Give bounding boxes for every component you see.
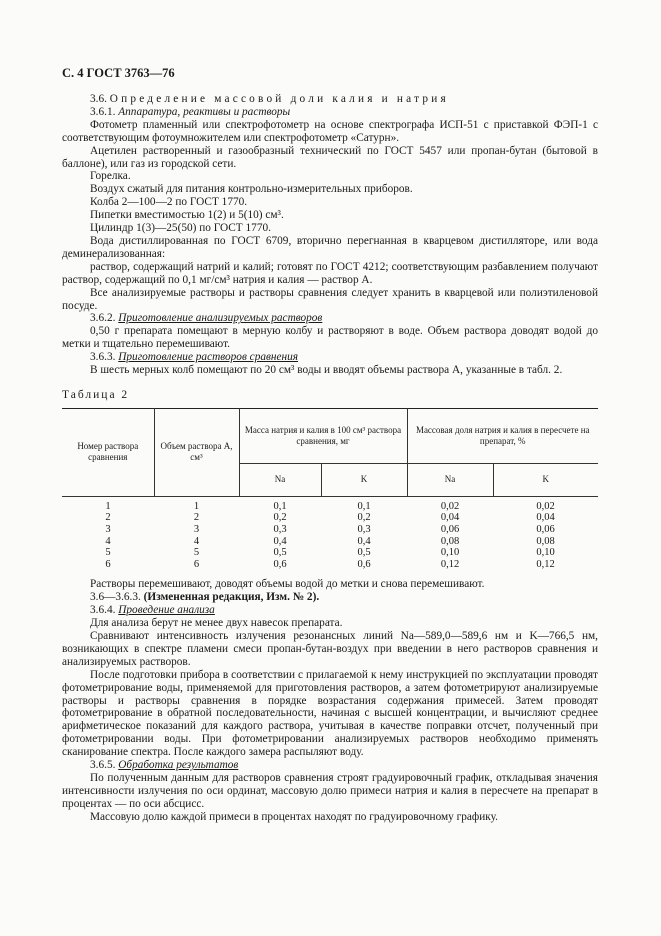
subsection-title: Приготовление растворов сравнения: [118, 351, 299, 364]
table-cell: 0,08: [536, 535, 555, 547]
table-row: [62, 547, 598, 559]
paragraph: В шесть мерных колб помещают по 20 см³ воды и вводят объемы раствора А, указанные в табл. 2.: [90, 364, 563, 377]
paragraph: Для анализа берут не менее двух навесок препарата.: [90, 617, 343, 630]
table-row: [62, 536, 598, 548]
table-cell: 0,1: [273, 500, 287, 512]
subsection-heading: [62, 312, 598, 325]
table-body: [62, 496, 598, 570]
table-cell: 0,2: [357, 512, 371, 524]
table-cell: 5: [105, 547, 111, 559]
table-cell: 1: [193, 500, 200, 512]
subsection-heading: [62, 604, 598, 617]
table-cell: 6: [105, 558, 111, 570]
table-cell: 0,6: [273, 558, 287, 570]
header-na: Na: [239, 463, 321, 496]
header-volume: Объем раствора А, см³: [154, 408, 239, 496]
table-cell: 2: [193, 512, 200, 524]
table-cell: 0,12: [440, 558, 460, 570]
table-cell: 6: [193, 558, 200, 570]
paragraph: Пипетки вместимостью 1(2) и 5(10) см³.: [90, 209, 284, 222]
table-row: [62, 496, 598, 512]
amendment-note: [62, 591, 598, 604]
subsection-title: Аппаратура, реактивы и растворы: [118, 105, 291, 118]
subsection-heading: [62, 106, 598, 119]
section-title: Определение массовой доли калия и натрия: [109, 93, 449, 105]
header-mass-fraction: Массовая доля натрия и калия в пересчете на препарат, %: [407, 408, 598, 463]
paragraph: Воздух сжатый для питания контрольно-измерительных приборов.: [90, 183, 413, 196]
paragraph: После подготовки прибора в соответствии с прилагаемой к нему инструкцией по эксплуатации проводят фотометрирование воды, применяемой для приготовления растворов, а затем фотометрируют анализируемые растворы и растворы сравнения в порядке возрастания содержания примесей. Затем проводят фотометрирование в обратной последовательности, начиная с высшей концентрации, и вычисляют среднее арифметическое показаний для каждого раствора, учитывая в качестве поправки отсчет, полученный при фотометрировании воды. При фотометрировании анализируемых растворов необходимо применять сканирование спектра. После каждого замера распыляют воду.: [62, 668, 598, 759]
table-cell: 2: [105, 512, 111, 524]
table-cell: 0,5: [273, 547, 287, 559]
table-cell: 0,06: [536, 524, 555, 536]
page-header: С. 4 ГОСТ 3763—76: [62, 66, 175, 80]
subsection-heading: [62, 759, 598, 772]
header-solution-number: Номер раствора сравнения: [62, 408, 154, 496]
document-body: [62, 93, 598, 824]
paragraph: Цилиндр 1(3)—25(50) по ГОСТ 1770.: [90, 222, 271, 235]
table-cell: 0,4: [273, 535, 287, 547]
table-cell: 0,4: [357, 535, 371, 547]
table-cell: 0,02: [536, 500, 555, 512]
paragraph: Горелка.: [90, 170, 131, 183]
table-cell: 5: [193, 547, 200, 559]
section-heading: [62, 93, 598, 106]
paragraph: Все анализируемые растворы и растворы сравнения следует хранить в кварцевой или полиэтиленовой посуде.: [62, 286, 598, 312]
table-row: [62, 559, 598, 571]
subsection-title: Приготовление анализируемых растворов: [118, 312, 323, 325]
amendment-text: (Измененная редакция, Изм. № 2).: [143, 591, 320, 604]
amendment-ref: 3.6—3.6.3.: [90, 591, 141, 604]
subsection-title: Обработка результатов: [118, 759, 239, 772]
table-cell: 0,04: [536, 512, 555, 524]
table-cell: 3: [105, 524, 111, 536]
table-cell: 3: [193, 524, 200, 536]
table-row: [62, 512, 598, 524]
paragraph: Вода дистиллированная по ГОСТ 6709, вторично перегнанная в кварцевом дистилляторе, или вода деминерализованная:: [62, 234, 598, 260]
subsection-number: 3.6.2.: [90, 312, 116, 325]
subsection-number: 3.6.3.: [90, 351, 116, 364]
table-cell: 0,1: [357, 500, 371, 512]
subsection-number: 3.6.1.: [90, 105, 116, 118]
table-cell: 0,06: [440, 524, 460, 536]
table-cell: 1: [105, 500, 111, 512]
paragraph: Ацетилен растворенный и газообразный технический по ГОСТ 5457 или пропан-бутан (бытовой в баллоне), или газ из городской сети.: [62, 144, 598, 170]
table-cell: 0,6: [357, 558, 371, 570]
paragraph: Растворы перемешивают, доводят объемы водой до метки и снова перемешивают.: [90, 578, 485, 591]
subsection-heading: [62, 351, 598, 364]
table-cell: 0,3: [357, 524, 371, 536]
paragraph: 0,50 г препарата помещают в мерную колбу и растворяют в воде. Объем раствора доводят водой до метки и тщательно перемешивают.: [62, 325, 598, 351]
paragraph: Фотометр пламенный или спектрофотометр на основе спектрографа ИСП-51 с приставкой ФЭП-1 с соответствующим фотоумножителем или спектрофотометр «Сатурн».: [62, 118, 598, 144]
table-cell: 0,3: [273, 524, 287, 536]
paragraph: Колба 2—100—2 по ГОСТ 1770.: [90, 196, 248, 209]
table-cell: 4: [105, 535, 111, 547]
header-mass: Масса натрия и калия в 100 см³ раствора сравнения, мг: [239, 408, 407, 463]
table-row: [62, 524, 598, 536]
table-2: [62, 408, 598, 571]
table-cell: 0,02: [440, 500, 460, 512]
table-cell: 0,10: [536, 547, 555, 559]
paragraph: Массовую долю каждой примеси в процентах находят по градуировочному графику.: [90, 810, 498, 823]
paragraph: раствор, содержащий натрий и калий; готовят по ГОСТ 4212; соответствующим разбавлением получают раствор, содержащий по 0,1 мг/см³ натрия и калия — раствор А.: [62, 260, 598, 286]
table-cell: 0,04: [440, 512, 460, 524]
subsection-number: 3.6.4.: [90, 604, 116, 617]
subsection-title: Проведение анализа: [118, 604, 215, 617]
table-caption: Таблица 2: [62, 388, 130, 401]
section-number: 3.6.: [90, 93, 107, 105]
table-cell: 0,10: [440, 547, 460, 559]
paragraph: Сравнивают интенсивность излучения резонансных линий Na—589,0—589,6 нм и K—766,5 нм, возникающих в спектре пламени смеси пропан-бутан-воздух при введении в него растворов сравнения и анализируемых растворов.: [62, 630, 598, 668]
header-k: K: [493, 463, 598, 496]
table-cell: 0,08: [440, 535, 460, 547]
header-na: Na: [407, 463, 493, 496]
table-cell: 0,5: [357, 547, 371, 559]
header-k: K: [321, 463, 407, 496]
table-cell: 0,2: [273, 512, 287, 524]
subsection-number: 3.6.5.: [90, 759, 116, 772]
paragraph: По полученным данным для растворов сравнения строят градуировочный график, откладывая значения интенсивности излучения по оси ординат, массовую долю примеси натрия и калия в пересчете на препарат в процентах — по оси абсцисс.: [62, 772, 598, 810]
table-cell: 0,12: [536, 558, 555, 570]
table-cell: 4: [193, 535, 200, 547]
